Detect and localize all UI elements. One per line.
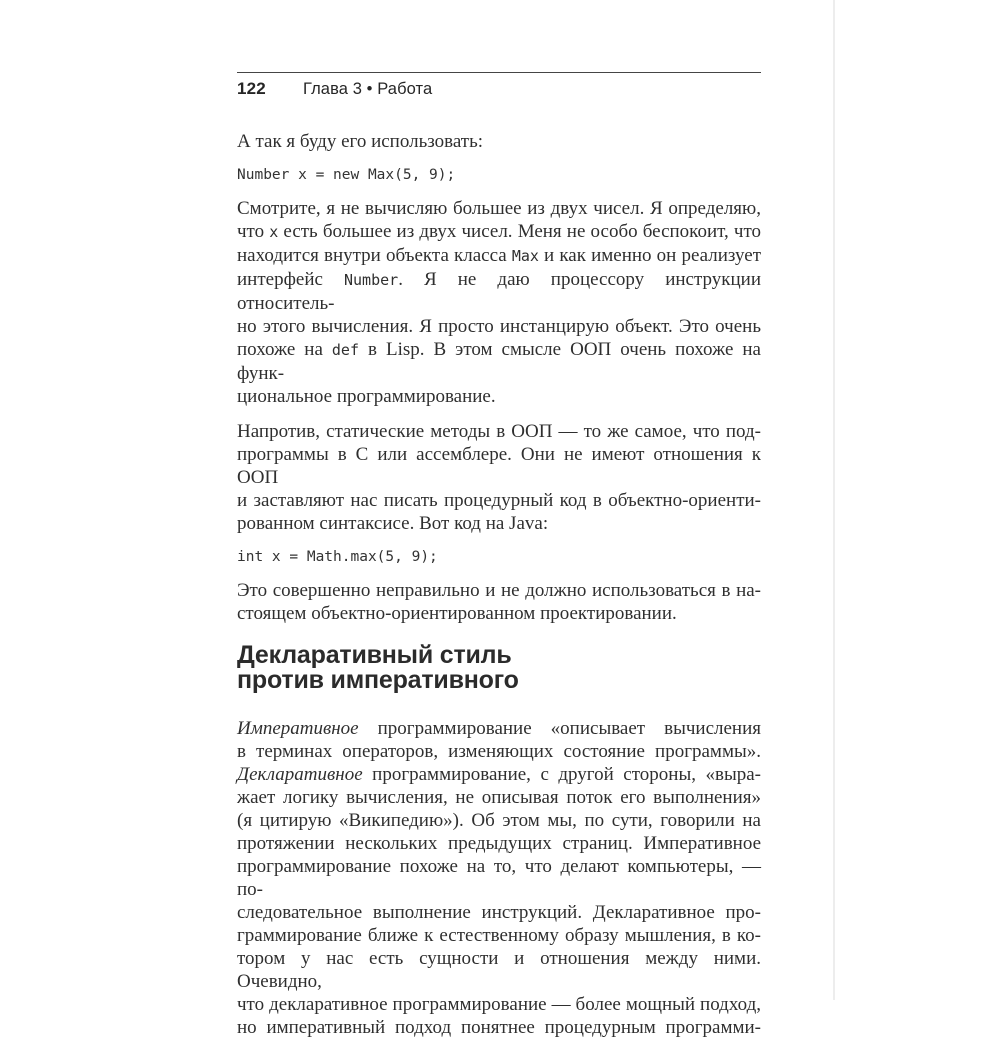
text-line <box>237 809 761 832</box>
text-line <box>237 315 761 338</box>
header-rule <box>237 72 761 73</box>
text-line <box>237 244 761 268</box>
text-line <box>237 443 761 489</box>
text-segment: программы в C или ассемблере. Они не имеют отношения к ООП <box>237 444 761 488</box>
text-line <box>237 602 761 625</box>
text-segment: протяжении нескольких предыдущих страниц. Императивное <box>237 833 761 854</box>
text-line <box>237 993 761 1016</box>
text-line <box>237 947 761 993</box>
text-line <box>237 1016 761 1039</box>
text-line <box>237 197 761 220</box>
inline-code: x <box>269 223 279 241</box>
paragraph-declarative-vs-imperative <box>237 717 761 1039</box>
text-line <box>237 268 761 315</box>
text-line <box>237 385 761 408</box>
text-segment: жает логику вычисления, не описывая поток его выполнения» <box>237 787 761 808</box>
paragraph-static-methods <box>237 420 761 535</box>
text-segment: в Lisp. В этом смысле ООП очень похоже на функ- <box>237 339 761 384</box>
page-number: 122 <box>237 79 266 98</box>
text-line <box>237 579 761 602</box>
text-line <box>237 740 761 763</box>
text-segment: находится внутри объекта класса <box>237 245 512 266</box>
text-segment: следовательное выполнение инструкций. Декларативное про- <box>237 902 761 923</box>
text-segment: программирование похоже на то, что делают компьютеры, — по- <box>237 856 761 900</box>
inline-code: def <box>331 341 359 359</box>
text-line <box>237 338 761 385</box>
page-edge-shadow <box>833 0 835 1000</box>
text-segment: Напротив, статические методы в ООП — то же самое, что под- <box>237 421 761 442</box>
text-line <box>237 855 761 901</box>
text-segment: интерфейс <box>237 269 344 290</box>
text-line <box>237 763 761 786</box>
text-line <box>237 220 761 244</box>
running-title: Глава 3 • Работа <box>302 80 433 98</box>
emphasis-text: Декларативное <box>237 764 363 785</box>
text-segment: и заставляют нас писать процедурный код в объектно-ориенти- <box>237 490 761 511</box>
text-line <box>237 420 761 443</box>
paragraph-instantiation <box>237 197 761 408</box>
text-segment: есть большее из двух чисел. Меня не особо беспокоит, что <box>278 221 761 242</box>
text-segment: . Я не даю процессору инструкции относитель- <box>237 269 762 314</box>
text-segment: А так я буду его использовать: <box>237 131 484 152</box>
text-line <box>237 832 761 855</box>
text-line <box>237 924 761 947</box>
text-segment: Это совершенно неправильно и не должно использоваться в на- <box>237 580 761 601</box>
section-heading-declarative-vs-imperative <box>237 643 761 693</box>
text-segment: что <box>237 221 270 242</box>
paragraph-wrong-approach <box>237 579 761 625</box>
emphasis-text: Императивное <box>237 718 359 739</box>
text-line <box>237 786 761 809</box>
inline-code: Max <box>511 247 539 265</box>
text-segment: Смотрите, я не вычисляю большее из двух чисел. Я определяю, <box>237 198 761 219</box>
text-segment: что декларативное программирование — более мощный подход, <box>237 994 761 1015</box>
page-header <box>237 79 761 99</box>
text-segment: граммирование ближе к естественному образу мышления, в ко- <box>237 925 761 946</box>
text-segment: тором у нас есть сущности и отношения между ними. Очевидно, <box>237 948 761 992</box>
text-segment: стоящем объектно-ориентированном проектировании. <box>237 603 677 624</box>
inline-code: Number <box>344 271 399 289</box>
text-segment: и как именно он реализует <box>538 245 761 266</box>
text-segment: программирование «описывает вычисления <box>358 718 761 739</box>
text-segment: но этого вычисления. Я просто инстанцирую объект. Это очень <box>237 316 761 337</box>
text-segment: программирование, с другой стороны, «выра- <box>362 764 761 785</box>
text-line <box>237 512 761 535</box>
code-sample-static-method: int x = Math.max(5, 9); <box>237 549 438 565</box>
page-content <box>237 130 761 1039</box>
section-heading-line: против императивного <box>237 666 519 694</box>
section-heading-line: Декларативный стиль <box>237 641 512 669</box>
text-segment: циональное программирование. <box>237 386 496 407</box>
code-sample-object-instantiation: Number x = new Max(5, 9); <box>237 167 456 183</box>
intro-line <box>237 130 761 153</box>
text-segment: но императивный подход понятнее процедурным программи- <box>237 1017 761 1038</box>
text-segment: рованном синтаксисе. Вот код на Java: <box>237 513 549 534</box>
text-line <box>237 901 761 924</box>
text-segment: похоже на <box>237 339 332 360</box>
text-line <box>237 130 761 153</box>
text-line <box>237 489 761 512</box>
text-segment: в терминах операторов, изменяющих состояние программы». <box>237 741 761 762</box>
text-line <box>237 717 761 740</box>
text-segment: (я цитирую «Википедию»). Об этом мы, по сути, говорили на <box>237 810 761 831</box>
